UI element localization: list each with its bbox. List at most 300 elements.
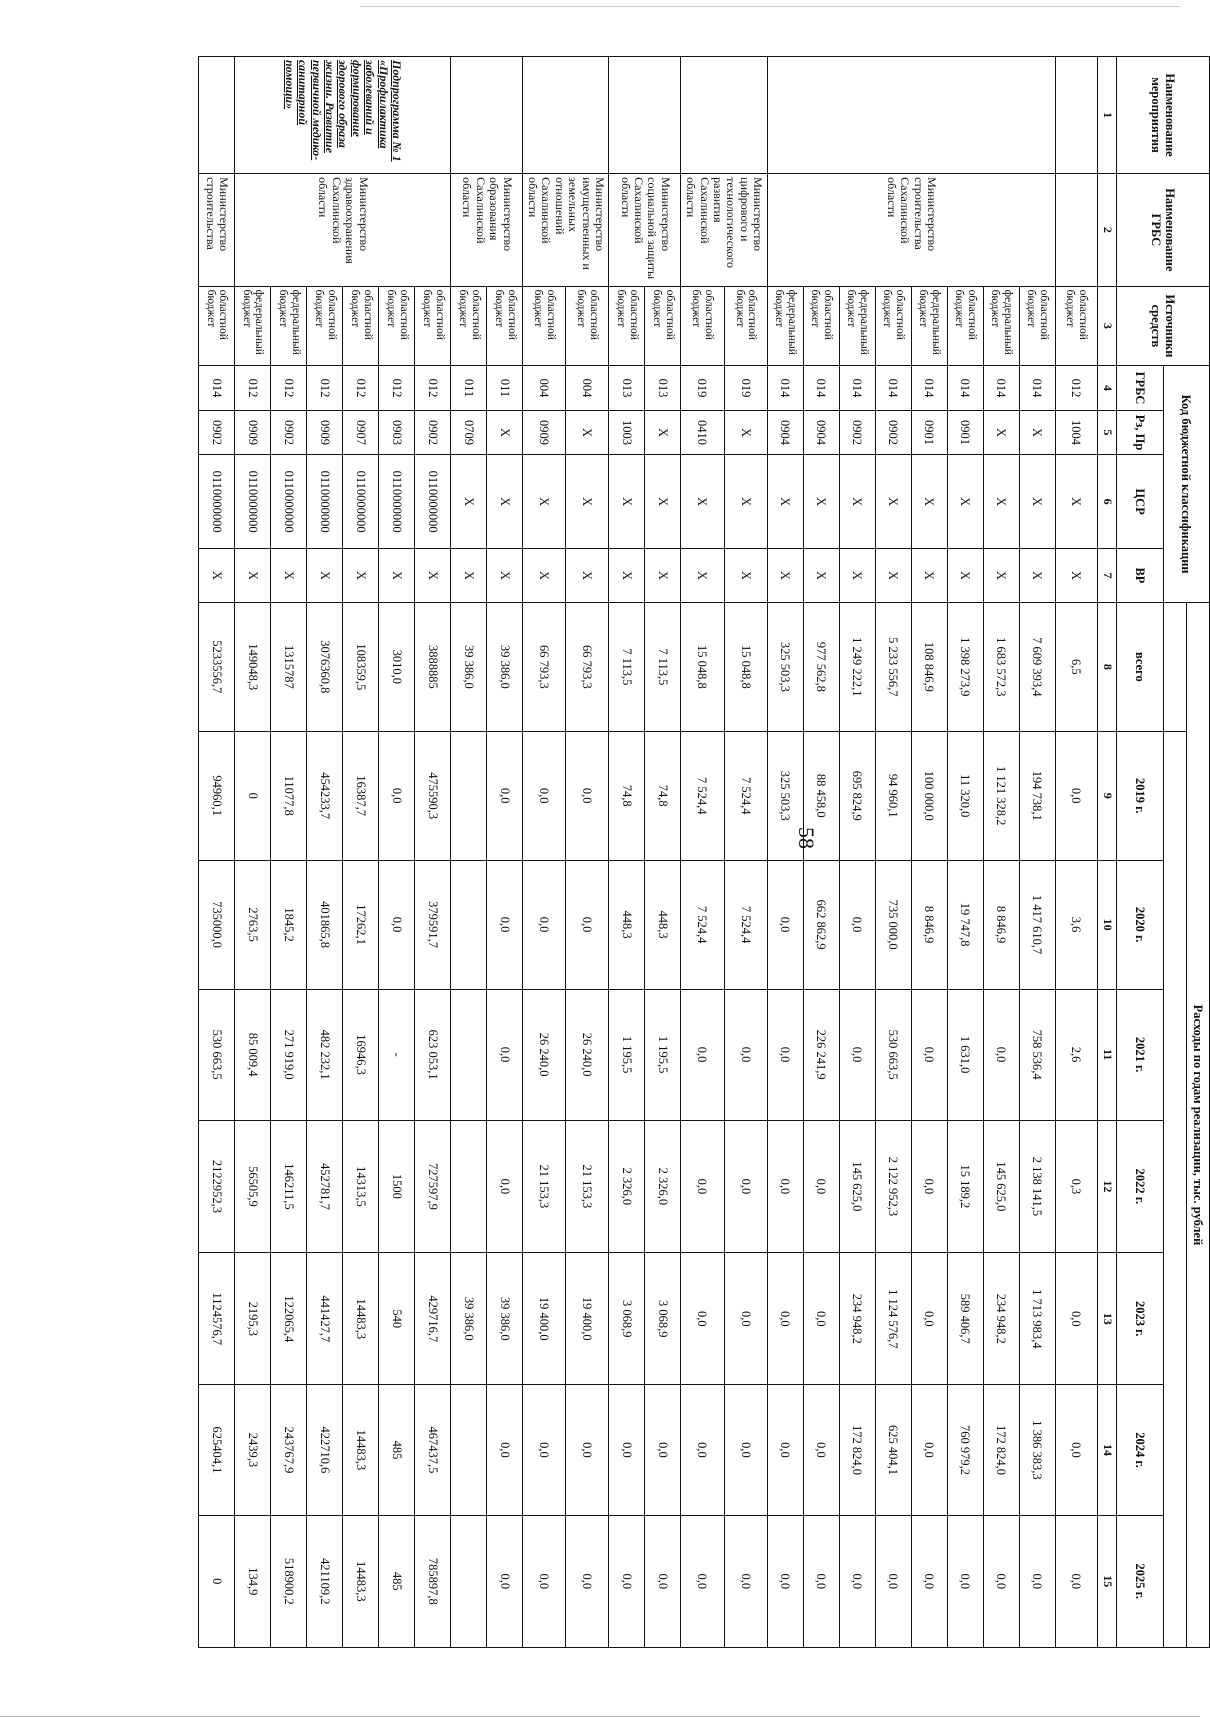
year-value-cell: 19 400,0 <box>523 1253 566 1385</box>
vr-cell: X <box>343 549 379 603</box>
year-value-cell: 234 948,2 <box>839 1253 875 1385</box>
header-year: 2021 г. <box>1117 989 1164 1120</box>
year-value-cell: 0,3 <box>1055 1120 1097 1252</box>
source-cell: областной бюджет <box>566 286 609 366</box>
rzpr-cell: X <box>724 410 767 455</box>
table-row <box>681 57 724 1648</box>
header-year: 2025 г. <box>1117 1515 1164 1648</box>
vr-cell: X <box>983 549 1019 603</box>
event-name-cell <box>767 57 1055 174</box>
year-value-cell: 589 406,7 <box>947 1253 983 1385</box>
grbs-code-cell: 011 <box>487 366 523 411</box>
rzpr-cell: 0902 <box>271 410 307 455</box>
rzpr-cell: 0901 <box>947 410 983 455</box>
year-value-cell: 422710,6 <box>307 1385 343 1515</box>
csr-cell: X <box>451 455 487 549</box>
total-value-cell: 1 683 572,3 <box>983 602 1019 731</box>
grbs-code-cell: 012 <box>235 366 271 411</box>
year-value-cell: 0,0 <box>724 1385 767 1515</box>
year-value-cell: 0,0 <box>947 1515 983 1648</box>
table-row <box>947 57 983 1648</box>
rzpr-cell: 0410 <box>681 410 724 455</box>
rzpr-cell: X <box>566 410 609 455</box>
year-value-cell: 401865,8 <box>307 860 343 989</box>
table-row <box>767 57 803 1648</box>
year-value-cell: 0,0 <box>523 1515 566 1648</box>
year-value-cell: 0,0 <box>724 1120 767 1252</box>
total-value-cell: 66 793,3 <box>566 602 609 731</box>
header-classification: Код бюджетной классификации <box>1164 366 1210 603</box>
year-value-cell: 7 524,4 <box>681 860 724 989</box>
grbs-name-cell: Министерство строительства Сахалинской области <box>767 174 1055 286</box>
csr-cell: X <box>681 455 724 549</box>
year-value-cell: 0,0 <box>911 1253 947 1385</box>
year-value-cell: 625404,1 <box>199 1385 235 1515</box>
grbs-code-cell: 012 <box>307 366 343 411</box>
csr-cell: X <box>566 455 609 549</box>
column-number: 14 <box>1098 1385 1117 1515</box>
year-value-cell: 0,0 <box>839 1515 875 1648</box>
year-value-cell: 0,0 <box>487 731 523 860</box>
year-value-cell: 429716,7 <box>415 1253 451 1385</box>
source-cell: областной бюджет <box>451 286 487 366</box>
vr-cell: X <box>839 549 875 603</box>
vr-cell: X <box>415 549 451 603</box>
year-value-cell: 0,0 <box>911 1515 947 1648</box>
column-number: 10 <box>1098 860 1117 989</box>
header-total: всего <box>1117 602 1164 731</box>
rzpr-cell: 0904 <box>803 410 839 455</box>
csr-cell: X <box>911 455 947 549</box>
total-value-cell: 108 846,9 <box>911 602 947 731</box>
year-value-cell: 0,0 <box>1055 731 1097 860</box>
header-grbs-code: ГРБС <box>1117 366 1164 411</box>
source-cell: областной бюджет <box>199 286 235 366</box>
total-value-cell: 5233556,7 <box>199 602 235 731</box>
vr-cell: X <box>271 549 307 603</box>
year-value-cell: 172 824,0 <box>983 1385 1019 1515</box>
rzpr-cell: X <box>645 410 681 455</box>
year-value-cell: 540 <box>379 1253 415 1385</box>
grbs-code-cell: 014 <box>199 366 235 411</box>
year-value-cell <box>451 1385 487 1515</box>
vr-cell: X <box>947 549 983 603</box>
year-value-cell: 0,0 <box>983 989 1019 1120</box>
year-value-cell: 0 <box>199 1515 235 1648</box>
year-value-cell: 11 320,0 <box>947 731 983 860</box>
total-value-cell: 15 048,8 <box>724 602 767 731</box>
header-total-spacer <box>1164 602 1187 731</box>
year-value-cell: 0,0 <box>911 989 947 1120</box>
vr-cell: X <box>307 549 343 603</box>
year-value-cell: 3,6 <box>1055 860 1097 989</box>
year-value-cell: 1845,2 <box>271 860 307 989</box>
total-value-cell: 977 562,8 <box>803 602 839 731</box>
year-value-cell: 421109,2 <box>307 1515 343 1648</box>
year-value-cell: 0,0 <box>839 860 875 989</box>
grbs-code-cell: 013 <box>645 366 681 411</box>
source-cell: областной бюджет <box>487 286 523 366</box>
year-value-cell: 0,0 <box>681 1120 724 1252</box>
year-value-cell: 134,9 <box>235 1515 271 1648</box>
source-cell: областной бюджет <box>803 286 839 366</box>
source-cell: областной бюджет <box>379 286 415 366</box>
total-value-cell: 7 113,5 <box>645 602 681 731</box>
scan-top-line <box>360 6 1180 7</box>
csr-cell: X <box>523 455 566 549</box>
year-value-cell: 88 458,0 <box>803 731 839 860</box>
table-row <box>523 57 566 1648</box>
year-value-cell: 1 386 383,3 <box>1019 1385 1055 1515</box>
year-value-cell: 14483,3 <box>343 1385 379 1515</box>
year-value-cell: 0,0 <box>379 860 415 989</box>
year-value-cell: 2 122 952,3 <box>875 1120 911 1252</box>
year-value-cell: 2 326,0 <box>645 1120 681 1252</box>
table-row <box>983 57 1019 1648</box>
year-value-cell: 0,0 <box>681 1515 724 1648</box>
source-cell: областной бюджет <box>875 286 911 366</box>
year-value-cell: 0,0 <box>803 1253 839 1385</box>
year-value-cell: 0,0 <box>911 1120 947 1252</box>
header-csr: ЦСР <box>1117 455 1164 549</box>
table-row <box>1055 57 1097 1648</box>
year-value-cell: 7 524,4 <box>724 731 767 860</box>
table-row <box>645 57 681 1648</box>
year-value-cell: 530 663,5 <box>875 989 911 1120</box>
year-value-cell: 8 846,9 <box>983 860 1019 989</box>
table-row <box>724 57 767 1648</box>
total-value-cell: 325 503,3 <box>767 602 803 731</box>
year-value-cell: 735000,0 <box>199 860 235 989</box>
year-value-cell: 0,0 <box>767 1385 803 1515</box>
vr-cell: X <box>609 549 645 603</box>
year-value-cell: 1 417 610,7 <box>1019 860 1055 989</box>
year-value-cell: 2439,3 <box>235 1385 271 1515</box>
table-row <box>803 57 839 1648</box>
year-value-cell: 85 009,4 <box>235 989 271 1120</box>
event-name-cell <box>609 57 681 174</box>
grbs-code-cell: 012 <box>271 366 307 411</box>
grbs-code-cell: 014 <box>767 366 803 411</box>
source-cell: федеральный бюджет <box>983 286 1019 366</box>
table-row <box>415 57 451 1648</box>
year-value-cell: 26 240,0 <box>566 989 609 1120</box>
year-value-cell: 3 068,9 <box>609 1253 645 1385</box>
table-row <box>307 57 343 1648</box>
csr-cell: X <box>487 455 523 549</box>
total-value-cell: 3076360,8 <box>307 602 343 731</box>
year-value-cell: 0,0 <box>566 1385 609 1515</box>
source-cell: областной бюджет <box>1055 286 1097 366</box>
vr-cell: X <box>451 549 487 603</box>
year-value-cell: 21 153,3 <box>566 1120 609 1252</box>
grbs-code-cell: 012 <box>379 366 415 411</box>
rzpr-cell: X <box>1019 410 1055 455</box>
total-value-cell: 1 249 222,1 <box>839 602 875 731</box>
year-value-cell: 0,0 <box>803 1120 839 1252</box>
year-value-cell: 11077,8 <box>271 731 307 860</box>
csr-cell: X <box>1019 455 1055 549</box>
rotated-page-content <box>198 56 1210 1648</box>
year-value-cell: 1 631,0 <box>947 989 983 1120</box>
year-value-cell: 0,0 <box>1055 1385 1097 1515</box>
year-value-cell: 2,6 <box>1055 989 1097 1120</box>
year-value-cell: 441427,7 <box>307 1253 343 1385</box>
year-value-cell: 0,0 <box>566 1515 609 1648</box>
csr-cell: X <box>947 455 983 549</box>
year-value-cell: 1500 <box>379 1120 415 1252</box>
year-value-cell: 758 536,4 <box>1019 989 1055 1120</box>
year-value-cell: 0,0 <box>839 989 875 1120</box>
year-value-cell: 0 <box>235 731 271 860</box>
csr-cell: X <box>1055 455 1097 549</box>
grbs-name-cell: Министерство цифрового и технологического развития Сахалинской области <box>681 174 767 286</box>
year-value-cell: 0,0 <box>767 989 803 1120</box>
year-value-cell: 1 713 983,4 <box>1019 1253 1055 1385</box>
column-number: 11 <box>1098 989 1117 1120</box>
year-value-cell: 452781,7 <box>307 1120 343 1252</box>
grbs-code-cell: 012 <box>343 366 379 411</box>
year-value-cell: 2195,3 <box>235 1253 271 1385</box>
grbs-code-cell: 004 <box>523 366 566 411</box>
table-row <box>199 57 235 1648</box>
table-row <box>839 57 875 1648</box>
grbs-code-cell: 014 <box>803 366 839 411</box>
table-row <box>235 57 271 1648</box>
year-value-cell: 39 386,0 <box>451 1253 487 1385</box>
year-value-cell: 145 625,0 <box>983 1120 1019 1252</box>
year-value-cell: 7 524,4 <box>724 860 767 989</box>
source-cell: областной бюджет <box>947 286 983 366</box>
column-number: 13 <box>1098 1253 1117 1385</box>
table-row <box>609 57 645 1648</box>
vr-cell: X <box>803 549 839 603</box>
year-value-cell: 0,0 <box>724 1515 767 1648</box>
year-value-cell: 518900,2 <box>271 1515 307 1648</box>
column-number: 5 <box>1098 410 1117 455</box>
year-value-cell: 14313,5 <box>343 1120 379 1252</box>
source-cell: областной бюджет <box>681 286 724 366</box>
year-value-cell: 21 153,3 <box>523 1120 566 1252</box>
year-value-cell: 14483,3 <box>343 1253 379 1385</box>
year-value-cell: 2 326,0 <box>609 1120 645 1252</box>
header-year: 2023 г. <box>1117 1253 1164 1385</box>
header-sources: Источники средств <box>1117 286 1210 366</box>
year-value-cell: 16946,3 <box>343 989 379 1120</box>
table-row <box>451 57 487 1648</box>
header-expenses: Расходы по годам реализации, тыс. рублей <box>1187 602 1210 1647</box>
source-cell: федеральный бюджет <box>839 286 875 366</box>
vr-cell: X <box>235 549 271 603</box>
grbs-code-cell: 012 <box>1055 366 1097 411</box>
column-number: 4 <box>1098 366 1117 411</box>
column-number: 6 <box>1098 455 1117 549</box>
grbs-code-cell: 014 <box>839 366 875 411</box>
vr-cell: X <box>911 549 947 603</box>
table-row <box>343 57 379 1648</box>
column-number: 7 <box>1098 549 1117 603</box>
year-value-cell: 0,0 <box>566 731 609 860</box>
year-value-cell: 0,0 <box>609 1385 645 1515</box>
csr-cell: 0110000000 <box>343 455 379 549</box>
year-value-cell: 8 846,9 <box>911 860 947 989</box>
year-value-cell: 2763,5 <box>235 860 271 989</box>
year-value-cell: 0,0 <box>1055 1515 1097 1648</box>
year-value-cell: 100 000,0 <box>911 731 947 860</box>
csr-cell: X <box>645 455 681 549</box>
source-cell: федеральный бюджет <box>767 286 803 366</box>
column-number: 9 <box>1098 731 1117 860</box>
total-value-cell: 149048,3 <box>235 602 271 731</box>
csr-cell: X <box>724 455 767 549</box>
header-vr: ВР <box>1117 549 1164 603</box>
source-cell: областной бюджет <box>645 286 681 366</box>
year-value-cell: 0,0 <box>911 1385 947 1515</box>
column-number: 8 <box>1098 602 1117 731</box>
year-value-cell: 662 862,9 <box>803 860 839 989</box>
column-number: 12 <box>1098 1120 1117 1252</box>
source-cell: областной бюджет <box>1019 286 1055 366</box>
year-value-cell: 727597,9 <box>415 1120 451 1252</box>
column-number: 1 <box>1098 57 1117 174</box>
column-numbers-row <box>1098 57 1117 1648</box>
year-value-cell: 0,0 <box>566 860 609 989</box>
year-value-cell: 760 979,2 <box>947 1385 983 1515</box>
table-body <box>199 57 1098 1648</box>
total-value-cell: 1315787 <box>271 602 307 731</box>
year-value-cell <box>451 1120 487 1252</box>
year-value-cell: 0,0 <box>681 1385 724 1515</box>
year-value-cell: 15 189,2 <box>947 1120 983 1252</box>
rzpr-cell: 0709 <box>451 410 487 455</box>
year-value-cell: 0,0 <box>724 1253 767 1385</box>
total-value-cell: 15 048,8 <box>681 602 724 731</box>
year-value-cell: 785897,8 <box>415 1515 451 1648</box>
column-number: 2 <box>1098 174 1117 286</box>
grbs-code-cell: 013 <box>609 366 645 411</box>
rzpr-cell: 0902 <box>199 410 235 455</box>
vr-cell: X <box>199 549 235 603</box>
year-value-cell: 448,3 <box>609 860 645 989</box>
year-value-cell: 0,0 <box>379 731 415 860</box>
year-value-cell: 0,0 <box>875 1515 911 1648</box>
table-row <box>911 57 947 1648</box>
year-value-cell: 325 503,3 <box>767 731 803 860</box>
total-value-cell: 7 113,5 <box>609 602 645 731</box>
year-value-cell: 0,0 <box>681 989 724 1120</box>
event-name-cell <box>451 57 523 174</box>
rzpr-cell: 0909 <box>307 410 343 455</box>
total-value-cell: 39 386,0 <box>487 602 523 731</box>
column-number: 3 <box>1098 286 1117 366</box>
year-value-cell: 0,0 <box>523 731 566 860</box>
event-name-cell <box>681 57 767 174</box>
year-value-cell: 1 121 328,2 <box>983 731 1019 860</box>
year-value-cell: 194 738,1 <box>1019 731 1055 860</box>
year-value-cell: 0,0 <box>1019 1515 1055 1648</box>
rzpr-cell: 0904 <box>767 410 803 455</box>
csr-cell: X <box>767 455 803 549</box>
header-grbs-name: Наименование ГРБС <box>1117 174 1210 286</box>
csr-cell: X <box>839 455 875 549</box>
total-value-cell: 5 233 556,7 <box>875 602 911 731</box>
year-value-cell: 1124576,7 <box>199 1253 235 1385</box>
event-name-cell <box>199 57 235 174</box>
year-value-cell <box>451 731 487 860</box>
header-year: 2019 г. <box>1117 731 1164 860</box>
year-value-cell: 271 919,0 <box>271 989 307 1120</box>
header-year: 2020 г. <box>1117 860 1164 989</box>
header-year: 2022 г. <box>1117 1120 1164 1252</box>
year-value-cell: 0,0 <box>1055 1253 1097 1385</box>
year-value-cell: 16387,7 <box>343 731 379 860</box>
year-value-cell: 1 195,5 <box>645 989 681 1120</box>
total-value-cell: 7 609 393,4 <box>1019 602 1055 731</box>
year-value-cell: 467437,5 <box>415 1385 451 1515</box>
total-value-cell: 6,5 <box>1055 602 1097 731</box>
year-value-cell: 623 053,1 <box>415 989 451 1120</box>
year-value-cell: 0,0 <box>487 1120 523 1252</box>
year-value-cell: 234 948,2 <box>983 1253 1019 1385</box>
vr-cell: X <box>523 549 566 603</box>
year-value-cell: 0,0 <box>767 1515 803 1648</box>
year-value-cell: 485 <box>379 1515 415 1648</box>
year-value-cell: 172 824,0 <box>839 1385 875 1515</box>
year-value-cell: 17262,1 <box>343 860 379 989</box>
year-value-cell: 2 138 141,5 <box>1019 1120 1055 1252</box>
vr-cell: X <box>875 549 911 603</box>
source-cell: областной бюджет <box>415 286 451 366</box>
event-name-cell <box>1055 57 1097 174</box>
grbs-name-cell: Министерство строительства <box>199 174 235 286</box>
year-value-cell: 475590,3 <box>415 731 451 860</box>
grbs-code-cell: 004 <box>566 366 609 411</box>
year-value-cell: 482 232,1 <box>307 989 343 1120</box>
header-rzpr: Рз, Пр <box>1117 410 1164 455</box>
year-value-cell: 7 524,4 <box>681 731 724 860</box>
column-number: 15 <box>1098 1515 1117 1648</box>
year-value-cell: 0,0 <box>767 860 803 989</box>
table-header <box>1098 57 1210 1648</box>
year-value-cell: 94960,1 <box>199 731 235 860</box>
grbs-code-cell: 014 <box>947 366 983 411</box>
year-value-cell <box>451 989 487 1120</box>
vr-cell: X <box>645 549 681 603</box>
year-value-cell: 0,0 <box>487 989 523 1120</box>
csr-cell: 0110000000 <box>235 455 271 549</box>
year-value-cell: 3 068,9 <box>645 1253 681 1385</box>
vr-cell: X <box>1055 549 1097 603</box>
grbs-code-cell: 014 <box>983 366 1019 411</box>
vr-cell: X <box>379 549 415 603</box>
csr-cell: 0110000000 <box>307 455 343 549</box>
source-cell: областной бюджет <box>609 286 645 366</box>
rzpr-cell: 0902 <box>875 410 911 455</box>
year-value-cell: 0,0 <box>724 989 767 1120</box>
page-number: 58 <box>794 827 819 849</box>
year-value-cell <box>451 1515 487 1648</box>
year-value-cell: 0,0 <box>487 1385 523 1515</box>
header-years-spacer <box>1164 731 1187 1647</box>
csr-cell: X <box>983 455 1019 549</box>
table-row <box>1019 57 1055 1648</box>
total-value-cell: 3888885 <box>415 602 451 731</box>
rzpr-cell: X <box>487 410 523 455</box>
rzpr-cell: 0909 <box>235 410 271 455</box>
rzpr-cell: 1004 <box>1055 410 1097 455</box>
year-value-cell: 0,0 <box>767 1253 803 1385</box>
grbs-code-cell: 012 <box>415 366 451 411</box>
